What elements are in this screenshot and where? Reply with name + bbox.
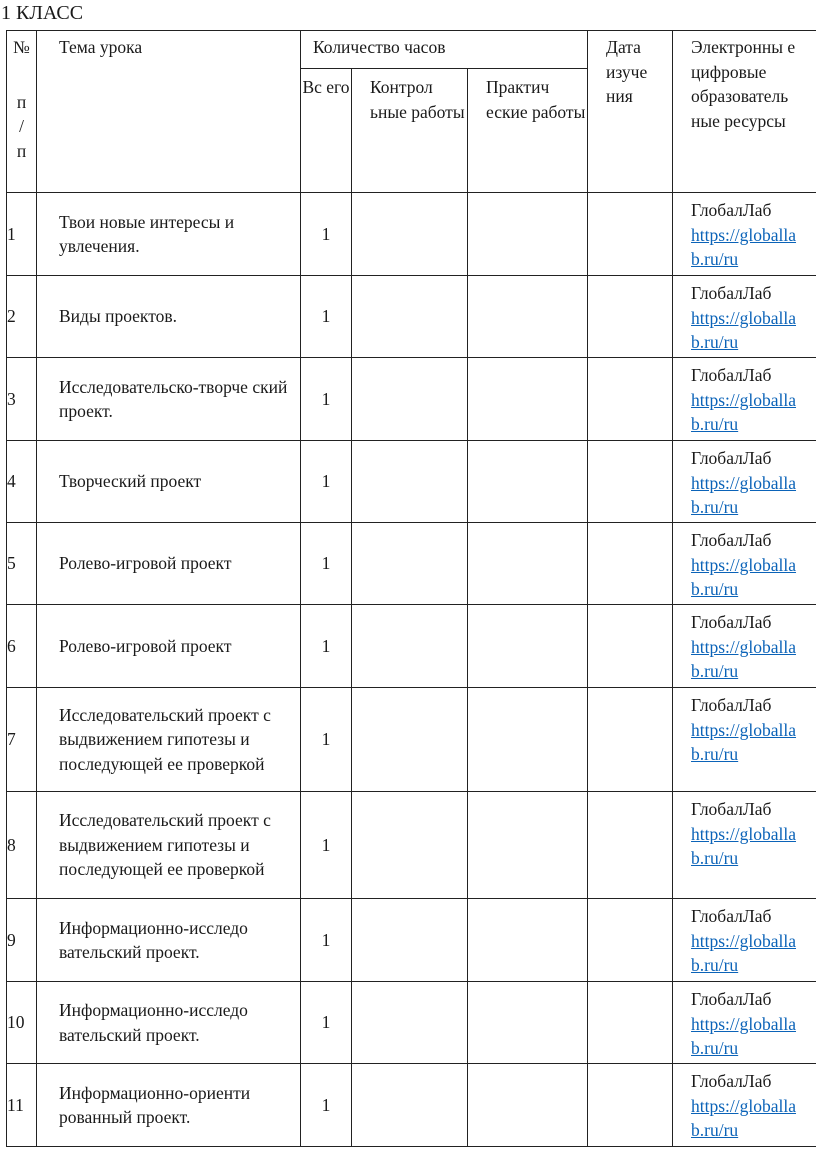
resource-name: ГлобалЛаб	[691, 365, 772, 385]
row-study-date	[588, 605, 673, 688]
row-control-works	[352, 605, 468, 688]
row-total-hours: 1	[301, 193, 352, 276]
resource-link-cont[interactable]: b.ru/ru	[691, 249, 739, 269]
row-resource	[673, 193, 816, 276]
row-topic: Информационно-исследо вательский проект.	[37, 982, 301, 1064]
row-total-hours: 1	[301, 605, 352, 688]
row-topic: Исследовательский проект с выдвижением гипотезы и последующей ее проверкой	[37, 688, 301, 792]
table-row	[7, 899, 816, 982]
resource-name: ГлобалЛаб	[691, 530, 772, 550]
header-hours: Количество часов	[301, 31, 588, 69]
row-total-hours: 1	[301, 899, 352, 982]
row-resource	[673, 792, 816, 899]
resource-link[interactable]: https://globalla	[691, 719, 797, 740]
row-practical-works	[468, 523, 588, 605]
row-number: 7	[7, 688, 37, 792]
resource-link-cont[interactable]: b.ru/ru	[691, 414, 739, 434]
resource-link[interactable]: https://globalla	[691, 930, 797, 951]
resource-name: ГлобалЛаб	[691, 200, 772, 220]
header-resources: Электронны е цифровые образователь ные ресурсы	[673, 31, 816, 193]
header-practical: Практич еские работы	[468, 69, 588, 193]
row-topic: Творческий проект	[37, 441, 301, 523]
resource-link[interactable]: https://globalla	[691, 472, 797, 493]
header-date: Дата изуче ния	[588, 31, 673, 193]
row-total-hours: 1	[301, 688, 352, 792]
row-number: 6	[7, 605, 37, 688]
table-row	[7, 523, 816, 605]
resource-link-cont[interactable]: b.ru/ru	[691, 579, 739, 599]
row-number: 11	[7, 1064, 37, 1147]
resource-link-cont[interactable]: b.ru/ru	[691, 955, 739, 975]
resource-link[interactable]: https://globalla	[691, 224, 797, 245]
row-total-hours: 1	[301, 441, 352, 523]
row-practical-works	[468, 605, 588, 688]
row-study-date	[588, 276, 673, 358]
resource-link[interactable]: https://globalla	[691, 1013, 797, 1034]
row-control-works	[352, 276, 468, 358]
resource-link[interactable]: https://globalla	[691, 823, 797, 844]
header-total: Вс его	[301, 69, 352, 193]
resource-link-cont[interactable]: b.ru/ru	[691, 661, 739, 681]
resource-name: ГлобалЛаб	[691, 1071, 772, 1091]
row-resource	[673, 688, 816, 792]
row-number: 9	[7, 899, 37, 982]
header-number: № п / п	[7, 31, 37, 193]
row-control-works	[352, 441, 468, 523]
row-resource	[673, 276, 816, 358]
row-study-date	[588, 358, 673, 441]
resource-name: ГлобалЛаб	[691, 799, 772, 819]
row-number: 1	[7, 193, 37, 276]
row-practical-works	[468, 792, 588, 899]
row-study-date	[588, 441, 673, 523]
row-practical-works	[468, 276, 588, 358]
lesson-table	[6, 30, 816, 1147]
row-study-date	[588, 523, 673, 605]
row-practical-works	[468, 688, 588, 792]
row-control-works	[352, 899, 468, 982]
row-study-date	[588, 792, 673, 899]
row-study-date	[588, 899, 673, 982]
row-study-date	[588, 982, 673, 1064]
resource-link-cont[interactable]: b.ru/ru	[691, 1038, 739, 1058]
row-practical-works	[468, 441, 588, 523]
row-resource	[673, 605, 816, 688]
resource-link[interactable]: https://globalla	[691, 307, 797, 328]
row-study-date	[588, 688, 673, 792]
row-topic: Виды проектов.	[37, 276, 301, 358]
table-row	[7, 982, 816, 1064]
header-control: Контрол ьные работы	[352, 69, 468, 193]
resource-name: ГлобалЛаб	[691, 989, 772, 1009]
row-resource	[673, 899, 816, 982]
resource-link-cont[interactable]: b.ru/ru	[691, 1120, 739, 1140]
resource-link[interactable]: https://globalla	[691, 1095, 797, 1116]
table-row	[7, 276, 816, 358]
row-control-works	[352, 523, 468, 605]
row-topic: Исследовательско-творче ский проект.	[37, 358, 301, 441]
header-topic: Тема урока	[37, 31, 301, 193]
resource-name: ГлобалЛаб	[691, 695, 772, 715]
row-study-date	[588, 193, 673, 276]
row-topic: Ролево-игровой проект	[37, 605, 301, 688]
row-total-hours: 1	[301, 358, 352, 441]
row-total-hours: 1	[301, 982, 352, 1064]
row-topic: Ролево-игровой проект	[37, 523, 301, 605]
row-practical-works	[468, 358, 588, 441]
row-practical-works	[468, 899, 588, 982]
row-number: 10	[7, 982, 37, 1064]
row-total-hours: 1	[301, 523, 352, 605]
row-study-date	[588, 1064, 673, 1147]
row-topic: Твои новые интересы и увлечения.	[37, 193, 301, 276]
row-total-hours: 1	[301, 792, 352, 899]
resource-link[interactable]: https://globalla	[691, 636, 797, 657]
row-number: 2	[7, 276, 37, 358]
row-control-works	[352, 193, 468, 276]
row-topic: Информационно-ориенти рованный проект.	[37, 1064, 301, 1147]
table-row	[7, 193, 816, 276]
row-practical-works	[468, 193, 588, 276]
table-row	[7, 1064, 816, 1147]
row-resource	[673, 441, 816, 523]
resource-link[interactable]: https://globalla	[691, 389, 797, 410]
row-topic: Информационно-исследо вательский проект.	[37, 899, 301, 982]
page-title: 1 КЛАСС	[1, 2, 84, 24]
resource-link-cont[interactable]: b.ru/ru	[691, 848, 739, 868]
row-control-works	[352, 688, 468, 792]
resource-link[interactable]: https://globalla	[691, 554, 797, 575]
row-resource	[673, 1064, 816, 1147]
row-practical-works	[468, 1064, 588, 1147]
table-row	[7, 441, 816, 523]
row-total-hours: 1	[301, 1064, 352, 1147]
resource-link-cont[interactable]: b.ru/ru	[691, 744, 739, 764]
resource-name: ГлобалЛаб	[691, 612, 772, 632]
table-row	[7, 688, 816, 792]
row-resource	[673, 358, 816, 441]
row-control-works	[352, 982, 468, 1064]
row-control-works	[352, 358, 468, 441]
resource-name: ГлобалЛаб	[691, 906, 772, 926]
row-number: 8	[7, 792, 37, 899]
table-row	[7, 358, 816, 441]
resource-link-cont[interactable]: b.ru/ru	[691, 332, 739, 352]
resource-link-cont[interactable]: b.ru/ru	[691, 497, 739, 517]
row-practical-works	[468, 982, 588, 1064]
resource-name: ГлобалЛаб	[691, 448, 772, 468]
table-row	[7, 792, 816, 899]
row-topic: Исследовательский проект с выдвижением гипотезы и последующей ее проверкой	[37, 792, 301, 899]
row-number: 3	[7, 358, 37, 441]
row-number: 4	[7, 441, 37, 523]
row-control-works	[352, 792, 468, 899]
row-resource	[673, 982, 816, 1064]
row-resource	[673, 523, 816, 605]
resource-name: ГлобалЛаб	[691, 283, 772, 303]
row-number: 5	[7, 523, 37, 605]
table-row	[7, 605, 816, 688]
row-control-works	[352, 1064, 468, 1147]
row-total-hours: 1	[301, 276, 352, 358]
